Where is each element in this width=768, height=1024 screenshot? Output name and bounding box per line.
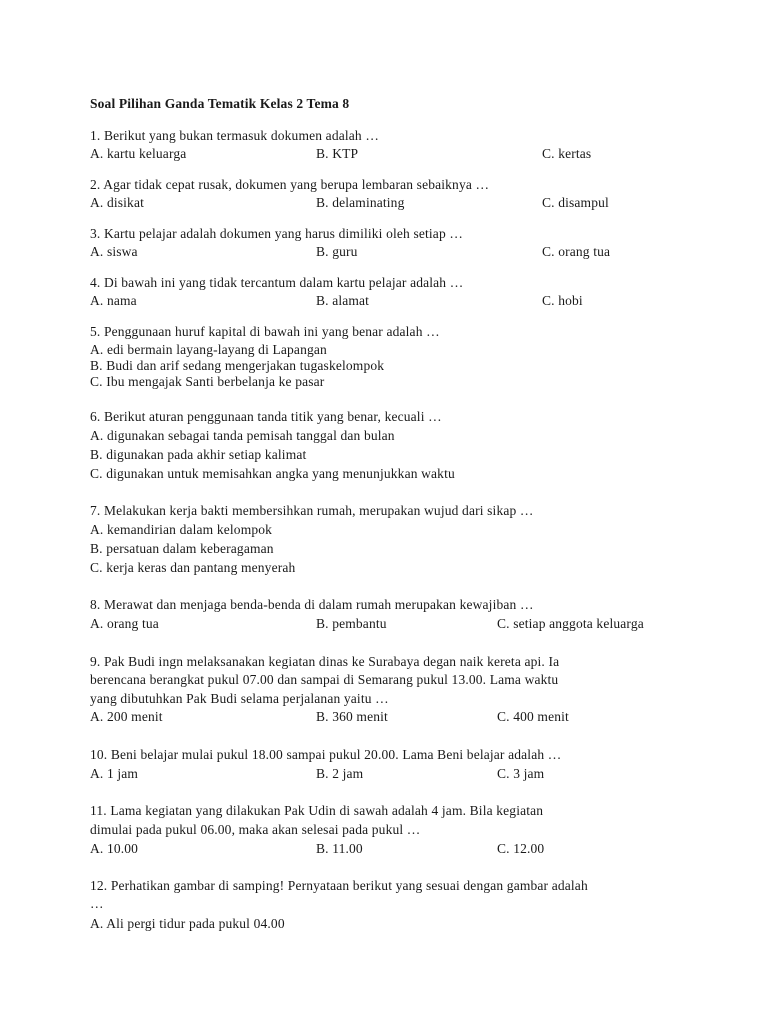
- question-9-text-line-3: yang dibutuhkan Pak Budi selama perjalanan yaitu …: [90, 691, 389, 706]
- q8-option-b: B. pembantu: [316, 616, 387, 631]
- q4-option-c: C. hobi: [542, 293, 583, 308]
- q5-option-b: B. Budi dan arif sedang mengerjakan tugaskelompok: [90, 358, 385, 373]
- q11-option-b: B. 11.00: [316, 841, 363, 856]
- q9-option-c: C. 400 menit: [497, 709, 569, 724]
- q8-option-c: C. setiap anggota keluarga: [497, 616, 644, 631]
- q10-option-c: C. 3 jam: [497, 766, 545, 781]
- q4-option-b: B. alamat: [316, 293, 370, 308]
- q3-option-c: C. orang tua: [542, 244, 611, 259]
- q10-option-b: B. 2 jam: [316, 766, 364, 781]
- q8-option-a: A. orang tua: [90, 616, 159, 631]
- q3-option-b: B. guru: [316, 244, 358, 259]
- question-4-text: 4. Di bawah ini yang tidak tercantum dalam kartu pelajar adalah …: [90, 275, 464, 290]
- q2-option-c: C. disampul: [542, 195, 609, 210]
- q4-option-a: A. nama: [90, 293, 137, 308]
- q1-option-a: A. kartu keluarga: [90, 146, 187, 161]
- question-1-text: 1. Berikut yang bukan termasuk dokumen adalah …: [90, 128, 379, 143]
- question-9-text-line-1: 9. Pak Budi ingn melaksanakan kegiatan dinas ke Surabaya degan naik kereta api. Ia: [90, 654, 560, 669]
- q1-option-c: C. kertas: [542, 146, 592, 161]
- q3-option-a: A. siswa: [90, 244, 138, 259]
- q9-option-a: A. 200 menit: [90, 709, 163, 724]
- question-10-text: 10. Beni belajar mulai pukul 18.00 sampai pukul 20.00. Lama Beni belajar adalah …: [90, 747, 562, 762]
- q11-option-c: C. 12.00: [497, 841, 545, 856]
- question-12-text-line-2: …: [90, 896, 104, 911]
- q9-option-b: B. 360 menit: [316, 709, 388, 724]
- question-12-text-line-1: 12. Perhatikan gambar di samping! Pernyataan berikut yang sesuai dengan gambar adalah: [90, 878, 588, 893]
- q6-option-b: B. digunakan pada akhir setiap kalimat: [90, 447, 307, 462]
- q2-option-a: A. disikat: [90, 195, 144, 210]
- q5-option-a: A. edi bermain layang-layang di Lapangan: [90, 342, 327, 357]
- q11-option-a: A. 10.00: [90, 841, 139, 856]
- question-9-text-line-2: berencana berangkat pukul 07.00 dan sampai di Semarang pukul 13.00. Lama waktu: [90, 672, 559, 687]
- document-title: Soal Pilihan Ganda Tematik Kelas 2 Tema 8: [90, 96, 350, 111]
- q12-option-a: A. Ali pergi tidur pada pukul 04.00: [90, 916, 285, 931]
- question-2-text: 2. Agar tidak cepat rusak, dokumen yang berupa lembaran sebaiknya …: [90, 177, 490, 192]
- q6-option-c: C. digunakan untuk memisahkan angka yang menunjukkan waktu: [90, 466, 455, 481]
- question-8-text: 8. Merawat dan menjaga benda-benda di dalam rumah merupakan kewajiban …: [90, 597, 534, 612]
- q1-option-b: B. KTP: [316, 146, 359, 161]
- q7-option-a: A. kemandirian dalam kelompok: [90, 522, 273, 537]
- question-7-text: 7. Melakukan kerja bakti membersihkan rumah, merupakan wujud dari sikap …: [90, 503, 534, 518]
- question-11-text-line-2: dimulai pada pukul 06.00, maka akan selesai pada pukul …: [90, 822, 421, 837]
- q7-option-b: B. persatuan dalam keberagaman: [90, 541, 274, 556]
- question-11-text-line-1: 11. Lama kegiatan yang dilakukan Pak Udin di sawah adalah 4 jam. Bila kegiatan: [90, 803, 544, 818]
- question-6-text: 6. Berikut aturan penggunaan tanda titik yang benar, kecuali …: [90, 409, 442, 424]
- question-5-text: 5. Penggunaan huruf kapital di bawah ini yang benar adalah …: [90, 324, 440, 339]
- q5-option-c: C. Ibu mengajak Santi berbelanja ke pasar: [90, 374, 325, 389]
- q2-option-b: B. delaminating: [316, 195, 405, 210]
- q7-option-c: C. kerja keras dan pantang menyerah: [90, 560, 296, 575]
- question-3-text: 3. Kartu pelajar adalah dokumen yang harus dimiliki oleh setiap …: [90, 226, 464, 241]
- q6-option-a: A. digunakan sebagai tanda pemisah tanggal dan bulan: [90, 428, 395, 443]
- q10-option-a: A. 1 jam: [90, 766, 139, 781]
